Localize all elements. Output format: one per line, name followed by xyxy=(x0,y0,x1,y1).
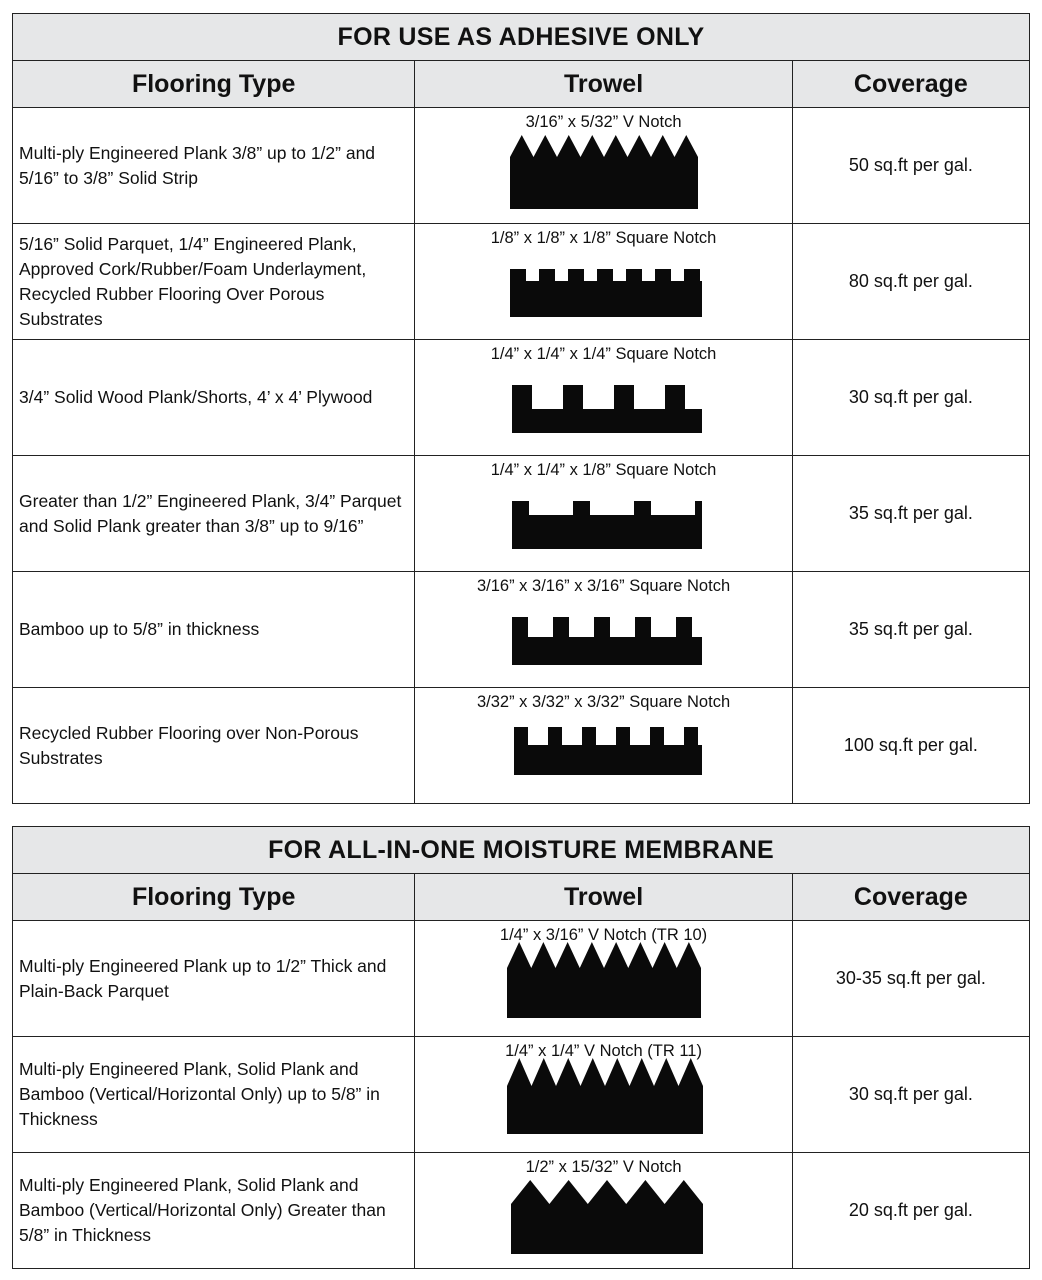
header-trowel: Trowel xyxy=(415,61,792,108)
moisture-membrane-table xyxy=(12,826,1030,1269)
flooring-type-cell: Multi-ply Engineered Plank up to 1/2” Thick and Plain-Back Parquet xyxy=(13,921,415,1037)
coverage-cell: 30-35 sq.ft per gal. xyxy=(792,921,1029,1037)
coverage-cell: 80 sq.ft per gal. xyxy=(792,224,1029,340)
trowel-label: 3/32” x 3/32” x 3/32” Square Notch xyxy=(476,693,731,711)
trowel-label: 1/4” x 1/4” x 1/8” Square Notch xyxy=(490,461,717,479)
table-row xyxy=(13,572,1030,688)
header-coverage: Coverage xyxy=(792,61,1029,108)
table-row xyxy=(13,688,1030,804)
coverage-cell: 35 sq.ft per gal. xyxy=(792,456,1029,572)
flooring-type-cell: Multi-ply Engineered Plank, Solid Plank and Bamboo (Vertical/Horizontal Only) up to 5/8” in Thickness xyxy=(13,1037,415,1153)
trowel-notch-shape xyxy=(512,617,702,665)
table-row xyxy=(13,224,1030,340)
trowel-cell xyxy=(415,224,792,340)
trowel-cell xyxy=(415,688,792,804)
trowel-cell xyxy=(415,921,792,1037)
square-notch-small-icon xyxy=(504,263,704,323)
coverage-cell: 20 sq.ft per gal. xyxy=(792,1153,1029,1269)
square-notch-large-icon xyxy=(504,379,704,439)
trowel-notch-shape xyxy=(510,135,698,209)
trowel-cell xyxy=(415,108,792,224)
square-notch-shallow-icon xyxy=(504,495,704,555)
header-flooring-type: Flooring Type xyxy=(13,874,415,921)
trowel-cell xyxy=(415,456,792,572)
v-notch-large-icon xyxy=(499,1176,709,1258)
table-row xyxy=(13,456,1030,572)
trowel-label: 3/16” x 5/32” V Notch xyxy=(525,113,682,131)
flooring-type-cell: Recycled Rubber Flooring over Non-Porous Substrates xyxy=(13,688,415,804)
flooring-type-cell: Greater than 1/2” Engineered Plank, 3/4” Parquet and Solid Plank greater than 3/8” up to 9/16” xyxy=(13,456,415,572)
trowel-cell xyxy=(415,572,792,688)
coverage-cell: 30 sq.ft per gal. xyxy=(792,340,1029,456)
trowel-label: 1/4” x 1/4” x 1/4” Square Notch xyxy=(490,345,717,363)
trowel-notch-shape xyxy=(510,269,702,317)
coverage-cell: 50 sq.ft per gal. xyxy=(792,108,1029,224)
header-coverage: Coverage xyxy=(792,874,1029,921)
coverage-cell: 30 sq.ft per gal. xyxy=(792,1037,1029,1153)
trowel-notch-shape xyxy=(507,1058,703,1134)
table-title: FOR ALL-IN-ONE MOISTURE MEMBRANE xyxy=(13,827,1030,874)
square-notch-fine-icon xyxy=(504,721,704,781)
flooring-type-cell: Multi-ply Engineered Plank 3/8” up to 1/2” and 5/16” to 3/8” Solid Strip xyxy=(13,108,415,224)
trowel-cell xyxy=(415,1153,792,1269)
adhesive-only-table xyxy=(12,13,1030,804)
coverage-cell: 35 sq.ft per gal. xyxy=(792,572,1029,688)
trowel-cell xyxy=(415,1037,792,1153)
table-row xyxy=(13,1153,1030,1269)
flooring-type-cell: Multi-ply Engineered Plank, Solid Plank and Bamboo (Vertical/Horizontal Only) Greater than 5/8” in Thickness xyxy=(13,1153,415,1269)
trowel-notch-shape xyxy=(514,727,702,775)
square-notch-medium-icon xyxy=(504,611,704,671)
header-trowel: Trowel xyxy=(415,874,792,921)
v-notch-tr11-icon xyxy=(499,1056,709,1138)
trowel-label: 1/8” x 1/8” x 1/8” Square Notch xyxy=(490,229,717,247)
trowel-label: 1/4” x 3/16” V Notch (TR 10) xyxy=(499,926,708,944)
header-flooring-type: Flooring Type xyxy=(13,61,415,108)
trowel-notch-shape xyxy=(507,942,701,1018)
flooring-type-cell: 3/4” Solid Wood Plank/Shorts, 4’ x 4’ Plywood xyxy=(13,340,415,456)
trowel-label: 1/2” x 15/32” V Notch xyxy=(525,1158,682,1176)
flooring-type-cell: Bamboo up to 5/8” in thickness xyxy=(13,572,415,688)
trowel-notch-shape xyxy=(511,1180,703,1254)
coverage-cell: 100 sq.ft per gal. xyxy=(792,688,1029,804)
v-notch-small-icon xyxy=(504,133,704,215)
table-row xyxy=(13,1037,1030,1153)
table-title: FOR USE AS ADHESIVE ONLY xyxy=(13,14,1030,61)
table-row xyxy=(13,108,1030,224)
table-row xyxy=(13,921,1030,1037)
trowel-notch-shape xyxy=(512,501,702,549)
trowel-label: 1/4” x 1/4” V Notch (TR 11) xyxy=(505,1042,702,1060)
table-row xyxy=(13,340,1030,456)
flooring-type-cell: 5/16” Solid Parquet, 1/4” Engineered Plank, Approved Cork/Rubber/Foam Underlayment, Recycled Rubber Flooring Over Porous Substrates xyxy=(13,224,415,340)
trowel-notch-shape xyxy=(512,385,702,433)
trowel-cell xyxy=(415,340,792,456)
v-notch-tr10-icon xyxy=(499,940,709,1022)
trowel-label: 3/16” x 3/16” x 3/16” Square Notch xyxy=(476,577,731,595)
